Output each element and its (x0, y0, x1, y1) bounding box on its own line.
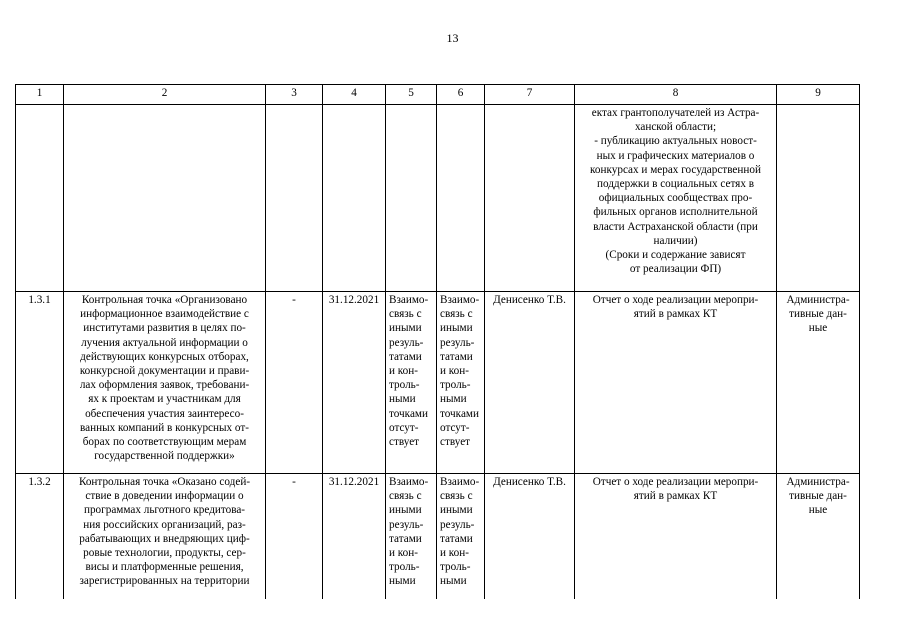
data-source: Администра- тивные дан- ные (777, 474, 860, 599)
header-col-9: 9 (777, 85, 860, 105)
relationship-col5: Взаимо- связь с иными резуль- татами и кон- троль- ными (386, 474, 437, 599)
table-row (16, 474, 860, 599)
continuation-report-text: ектах грантополучателей из Астра- ханской области; - публикацию актуальных новост- ных и графических материалов о конкурсах и мерах государственной поддержки в социальных сетях в официальных сообществах про- фильных органов исполнительной власти Астраханской области (при наличии) (Сроки и содержание зависят от реализации ФП) (575, 105, 777, 292)
header-col-8: 8 (575, 85, 777, 105)
row-number: 1.3.1 (16, 292, 64, 474)
report-type: Отчет о ходе реализации меропри- ятий в рамках КТ (575, 292, 777, 474)
row-number: 1.3.2 (16, 474, 64, 599)
control-point-name: Контрольная точка «Оказано содей- ствие в доведении информации о программах льготного кредитова- ния российских организаций, раз- рабатывающих и внедряющих циф- ровые технологии, продукты, сер- висы и платформенные решения, зарегистрированных на территории (64, 474, 266, 599)
col3-value: - (266, 292, 323, 474)
header-col-7: 7 (485, 85, 575, 105)
deadline-date: 31.12.2021 (323, 292, 386, 474)
deadline-date: 31.12.2021 (323, 474, 386, 599)
continuation-row (16, 105, 860, 292)
col3-value: - (266, 474, 323, 599)
header-col-5: 5 (386, 85, 437, 105)
report-type: Отчет о ходе реализации меропри- ятий в рамках КТ (575, 474, 777, 599)
responsible-person: Денисенко Т.В. (485, 474, 575, 599)
relationship-col5: Взаимо- связь с иными резуль- татами и кон- троль- ными точками отсут- ствует (386, 292, 437, 474)
header-col-1: 1 (16, 85, 64, 105)
responsible-person: Денисенко Т.В. (485, 292, 575, 474)
control-point-name: Контрольная точка «Организовано информационное взаимодействие с институтами развития в целях по- лучения актуальной информации о действующих конкурсных отборах, конкурсной документации и прави- лах оформления заявок, требовани- ях к проектам и участникам для обеспечения участия заинтересо- ванных компаний в конкурсных от- борах по соответствующим мерам государственной поддержки» (64, 292, 266, 474)
header-col-2: 2 (64, 85, 266, 105)
relationship-col6: Взаимо- связь с иными резуль- татами и кон- троль- ными (437, 474, 485, 599)
header-col-3: 3 (266, 85, 323, 105)
header-col-6: 6 (437, 85, 485, 105)
header-row (16, 85, 860, 105)
data-source: Администра- тивные дан- ные (777, 292, 860, 474)
relationship-col6: Взаимо- связь с иными резуль- татами и кон- троль- ными точками отсут- ствует (437, 292, 485, 474)
table-row (16, 292, 860, 474)
page-number: 13 (446, 31, 459, 45)
header-col-4: 4 (323, 85, 386, 105)
plan-table (15, 84, 860, 599)
